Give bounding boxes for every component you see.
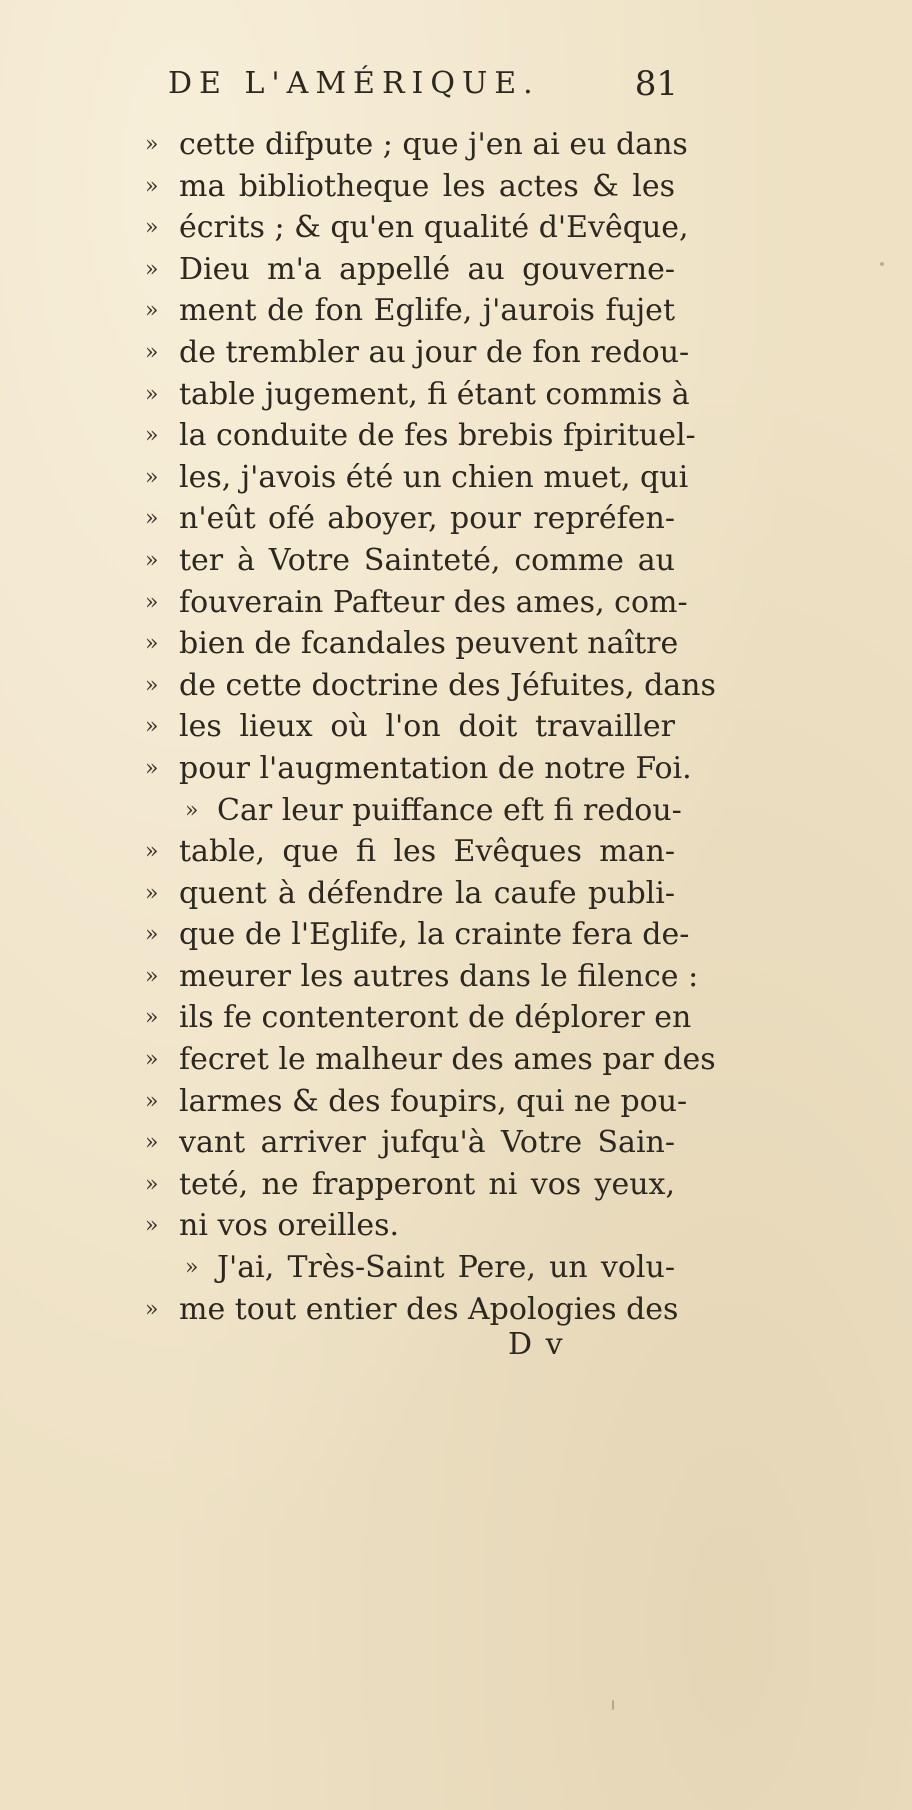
line-text: ils fe contenteront de déplorer en <box>179 1000 692 1036</box>
quotation-mark: » <box>145 922 159 948</box>
text-line <box>145 498 675 540</box>
quotation-mark: » <box>145 423 159 449</box>
quotation-mark: » <box>145 1130 159 1156</box>
quotation-mark: » <box>145 589 159 615</box>
quotation-mark: » <box>185 1255 199 1281</box>
text-line <box>145 1289 679 1331</box>
paper-speck <box>612 1700 614 1710</box>
quotation-mark: » <box>145 963 159 989</box>
quotation-mark: » <box>145 672 159 698</box>
line-text: Car leur puiffance eft fi redou- <box>217 792 682 828</box>
text-line <box>145 540 675 582</box>
text-line <box>145 997 692 1039</box>
line-text: les lieux où l'on doit travailler <box>179 709 675 745</box>
line-text: ment de fon Eglife, j'aurois fujet <box>179 293 675 329</box>
line-text: vant arriver jufqu'à Votre Sain- <box>179 1125 675 1161</box>
quotation-mark: » <box>145 256 159 282</box>
text-line <box>145 207 689 249</box>
quotation-mark: » <box>145 1171 159 1197</box>
line-text: table jugement, fi étant commis à <box>179 376 690 412</box>
text-line <box>145 956 699 998</box>
text-line <box>145 166 675 208</box>
quotation-mark: » <box>145 215 159 241</box>
body-text <box>145 124 716 1330</box>
quotation-mark: » <box>145 298 159 324</box>
line-text: les, j'avois été un chien muet, qui <box>179 459 689 495</box>
quotation-mark: » <box>185 797 199 823</box>
quotation-mark: » <box>145 1047 159 1073</box>
text-line <box>145 623 679 665</box>
quotation-mark: » <box>145 839 159 865</box>
quotation-mark: » <box>145 755 159 781</box>
quotation-mark: » <box>145 132 159 157</box>
quotation-mark: » <box>145 506 159 532</box>
quotation-mark: » <box>145 1088 159 1114</box>
line-text: n'eût ofé aboyer, pour repréfen- <box>179 501 675 537</box>
text-line <box>145 1039 716 1081</box>
line-text: quent à défendre la caufe publi- <box>179 875 675 911</box>
signature-mark: D v <box>508 1327 565 1362</box>
text-line <box>145 873 675 915</box>
line-text: fouverain Pafteur des ames, com- <box>179 584 688 620</box>
text-line <box>145 1247 675 1289</box>
page-number: 81 <box>634 64 678 104</box>
line-text: fecret le malheur des ames par des <box>179 1042 716 1078</box>
line-text: Dieu m'a appellé au gouverne- <box>179 251 675 287</box>
running-title: DE L'AMÉRIQUE. <box>168 66 540 101</box>
text-line <box>145 249 675 291</box>
quotation-mark: » <box>145 173 159 199</box>
line-text: ter à Votre Sainteté, comme au <box>179 542 675 578</box>
text-line <box>145 415 696 457</box>
text-line <box>145 124 688 166</box>
text-line <box>145 1122 675 1164</box>
paper-speck <box>880 262 884 266</box>
line-text: table, que fi les Evêques man- <box>179 834 675 870</box>
quotation-mark: » <box>145 1005 159 1031</box>
text-line <box>145 831 675 873</box>
quotation-mark: » <box>145 1296 159 1322</box>
quotation-mark: » <box>145 631 159 657</box>
text-line <box>145 332 690 374</box>
quotation-mark: » <box>145 547 159 573</box>
line-text: écrits ; & qu'en qualité d'Evêque, <box>179 210 689 246</box>
text-line <box>145 457 689 499</box>
line-text: teté, ne frapperont ni vos yeux, <box>179 1166 675 1202</box>
text-line <box>145 1081 688 1123</box>
text-line <box>145 790 682 832</box>
text-line <box>145 1205 675 1247</box>
quotation-mark: » <box>145 381 159 407</box>
text-line <box>145 1164 675 1206</box>
quotation-mark: » <box>145 1213 159 1239</box>
quotation-mark: » <box>145 880 159 906</box>
line-text: que de l'Eglife, la crainte fera de- <box>179 917 690 953</box>
line-text: cette difpute ; que j'en ai eu dans <box>179 127 688 162</box>
line-text: ma bibliotheque les actes & les <box>179 168 675 204</box>
line-text: me tout entier des Apologies des <box>179 1291 679 1327</box>
text-line <box>145 665 716 707</box>
text-line <box>145 706 675 748</box>
quotation-mark: » <box>145 464 159 490</box>
page-header <box>168 66 678 118</box>
text-line <box>145 914 690 956</box>
quotation-mark: » <box>145 714 159 740</box>
line-text: pour l'augmentation de notre Foi. <box>179 750 692 786</box>
line-text: de trembler au jour de fon redou- <box>179 334 690 370</box>
text-line <box>145 748 692 790</box>
line-text: meurer les autres dans le filence : <box>179 958 699 994</box>
text-line <box>145 582 688 624</box>
line-text: bien de fcandales peuvent naître <box>179 626 679 662</box>
line-text: la conduite de fes brebis fpirituel- <box>179 418 696 454</box>
line-text: de cette doctrine des Jéfuites, dans <box>179 667 716 703</box>
quotation-mark: » <box>145 339 159 365</box>
text-line <box>145 374 690 416</box>
text-line <box>145 290 675 332</box>
line-text: ni vos oreilles. <box>179 1208 400 1244</box>
line-text: J'ai, Très-Saint Pere, un volu- <box>217 1250 675 1286</box>
line-text: larmes & des foupirs, qui ne pou- <box>179 1083 688 1119</box>
